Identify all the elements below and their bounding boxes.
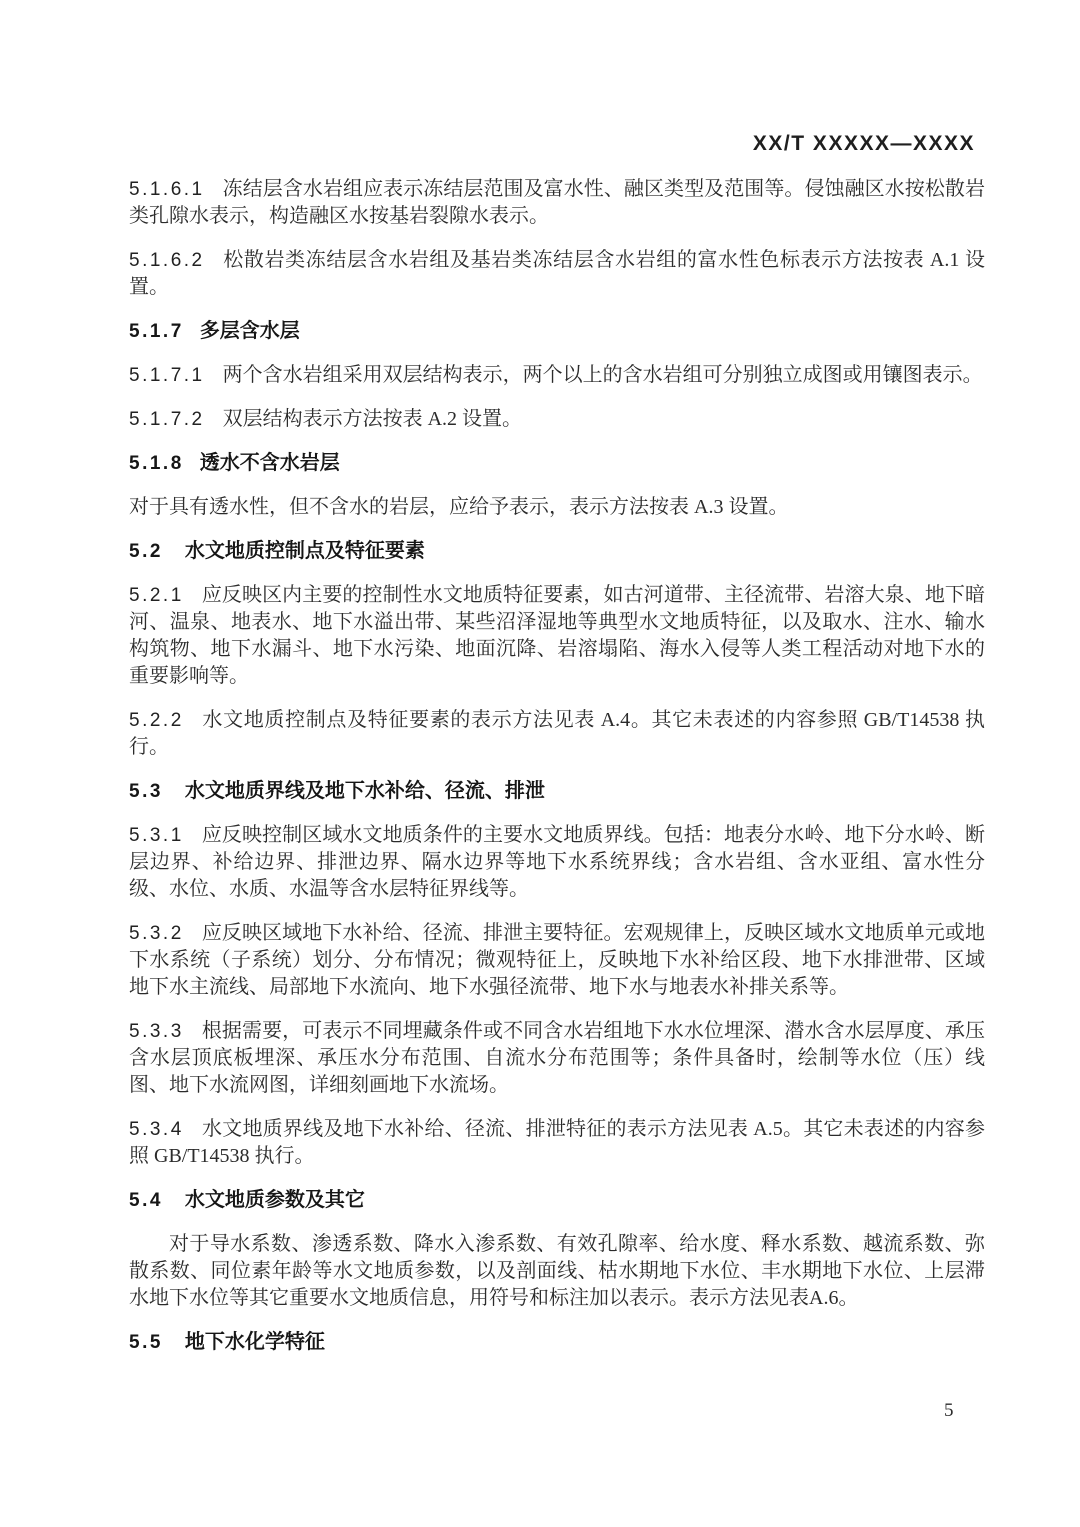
clause-number: 5.3.3 [129,1021,184,1042]
clause-5-3-4 [129,1116,985,1170]
heading-5-2 [129,538,985,565]
heading-5-5 [129,1329,985,1356]
clause-number: 5.3.2 [129,923,184,944]
clause-5-1-7-1 [129,362,985,389]
page-number: 5 [944,1400,954,1421]
clause-5-1-6-1 [129,176,985,230]
heading-number: 5.1.8 [129,453,184,474]
clause-text: 应反映区内主要的控制性水文地质特征要素，如古河道带、主径流带、岩溶大泉、地下暗河、温泉、地表水、地下水溢出带、某些沼泽湿地等典型水文地质特征，以及取水、注水、输水构筑物、地下水漏斗、地下水污染、地面沉降、岩溶塌陷、海水入侵等人类工程活动对地下水的重要影响等。 [129,584,985,687]
heading-number: 5.3 [129,781,163,802]
clause-text: 松散岩类冻结层含水岩组及基岩类冻结层含水岩组的富水性色标表示方法按表 A.1 设置。 [129,249,985,298]
clause-number: 5.2.2 [129,710,184,731]
clause-number: 5.1.7.2 [129,409,205,430]
clause-text: 应反映区域地下水补给、径流、排泄主要特征。宏观规律上，反映区域水文地质单元或地下水系统（子系统）划分、分布情况；微观特征上，反映地下水补给区段、地下水排泄带、区域地下水主流线、局部地下水流向、地下水强径流带、地下水与地表水补排关系等。 [129,922,985,998]
heading-text: 地下水化学特征 [184,1331,325,1353]
clause-text: 应反映控制区域水文地质条件的主要水文地质界线。包括：地表分水岭、地下分水岭、断层边界、补给边界、排泄边界、隔水边界等地下水系统界线；含水岩组、含水亚组、富水性分级、水位、水质、水温等含水层特征界线等。 [129,824,985,900]
clause-5-3-1 [129,822,985,903]
heading-number: 5.1.7 [129,321,184,342]
heading-text: 透水不含水岩层 [199,452,340,474]
document-body [129,176,985,1356]
clause-5-1-7-2 [129,406,985,433]
clause-5-3-3 [129,1018,985,1099]
clause-text: 水文地质控制点及特征要素的表示方法见表 A.4。其它未表述的内容参照 GB/T14538 执行。 [129,709,985,758]
paragraph-5-4-body: 对于导水系数、渗透系数、降水入渗系数、有效孔隙率、给水度、释水系数、越流系数、弥散系数、同位素年龄等水文地质参数，以及剖面线、枯水期地下水位、丰水期地下水位、上层滞水地下水位等其它重要水文地质信息，用符号和标注加以表示。表示方法见表A.6。 [129,1233,985,1309]
clause-number: 5.2.1 [129,585,184,606]
clause-text: 水文地质界线及地下水补给、径流、排泄特征的表示方法见表 A.5。其它未表述的内容参照 GB/T14538 执行。 [129,1118,985,1167]
clause-number: 5.1.7.1 [129,365,205,386]
clause-text: 两个含水岩组采用双层结构表示，两个以上的含水岩组可分别独立成图或用镶图表示。 [222,364,983,386]
heading-text: 多层含水层 [199,320,300,342]
clause-number: 5.3.4 [129,1119,184,1140]
heading-number: 5.2 [129,541,163,562]
clause-text: 冻结层含水岩组应表示冻结层范围及富水性、融区类型及范围等。侵蚀融区水按松散岩类孔隙水表示，构造融区水按基岩裂隙水表示。 [129,178,985,227]
clause-5-2-1 [129,582,985,690]
heading-text: 水文地质控制点及特征要素 [184,540,425,562]
paragraph-5-1-8-body: 对于具有透水性，但不含水的岩层，应给予表示，表示方法按表 A.3 设置。 [129,496,789,518]
heading-5-4 [129,1187,985,1214]
heading-5-1-7 [129,318,985,345]
heading-text: 水文地质界线及地下水补给、径流、排泄 [184,780,545,802]
clause-5-3-2 [129,920,985,1001]
clause-text: 根据需要，可表示不同埋藏条件或不同含水岩组地下水水位埋深、潜水含水层厚度、承压含水层顶底板埋深、承压水分布范围、自流水分布范围等；条件具备时，绘制等水位（压）线图、地下水流网图，详细刻画地下水流场。 [129,1020,985,1096]
heading-number: 5.5 [129,1332,163,1353]
heading-5-3 [129,778,985,805]
clause-number: 5.3.1 [129,825,184,846]
heading-5-1-8 [129,450,985,477]
standard-number-header: XX/T XXXXX—XXXX [752,132,975,155]
heading-number: 5.4 [129,1190,163,1211]
clause-5-2-2 [129,707,985,761]
clause-text: 双层结构表示方法按表 A.2 设置。 [222,408,523,430]
heading-text: 水文地质参数及其它 [184,1189,365,1211]
clause-number: 5.1.6.2 [129,250,205,271]
clause-5-1-6-2 [129,247,985,301]
clause-number: 5.1.6.1 [129,179,205,200]
